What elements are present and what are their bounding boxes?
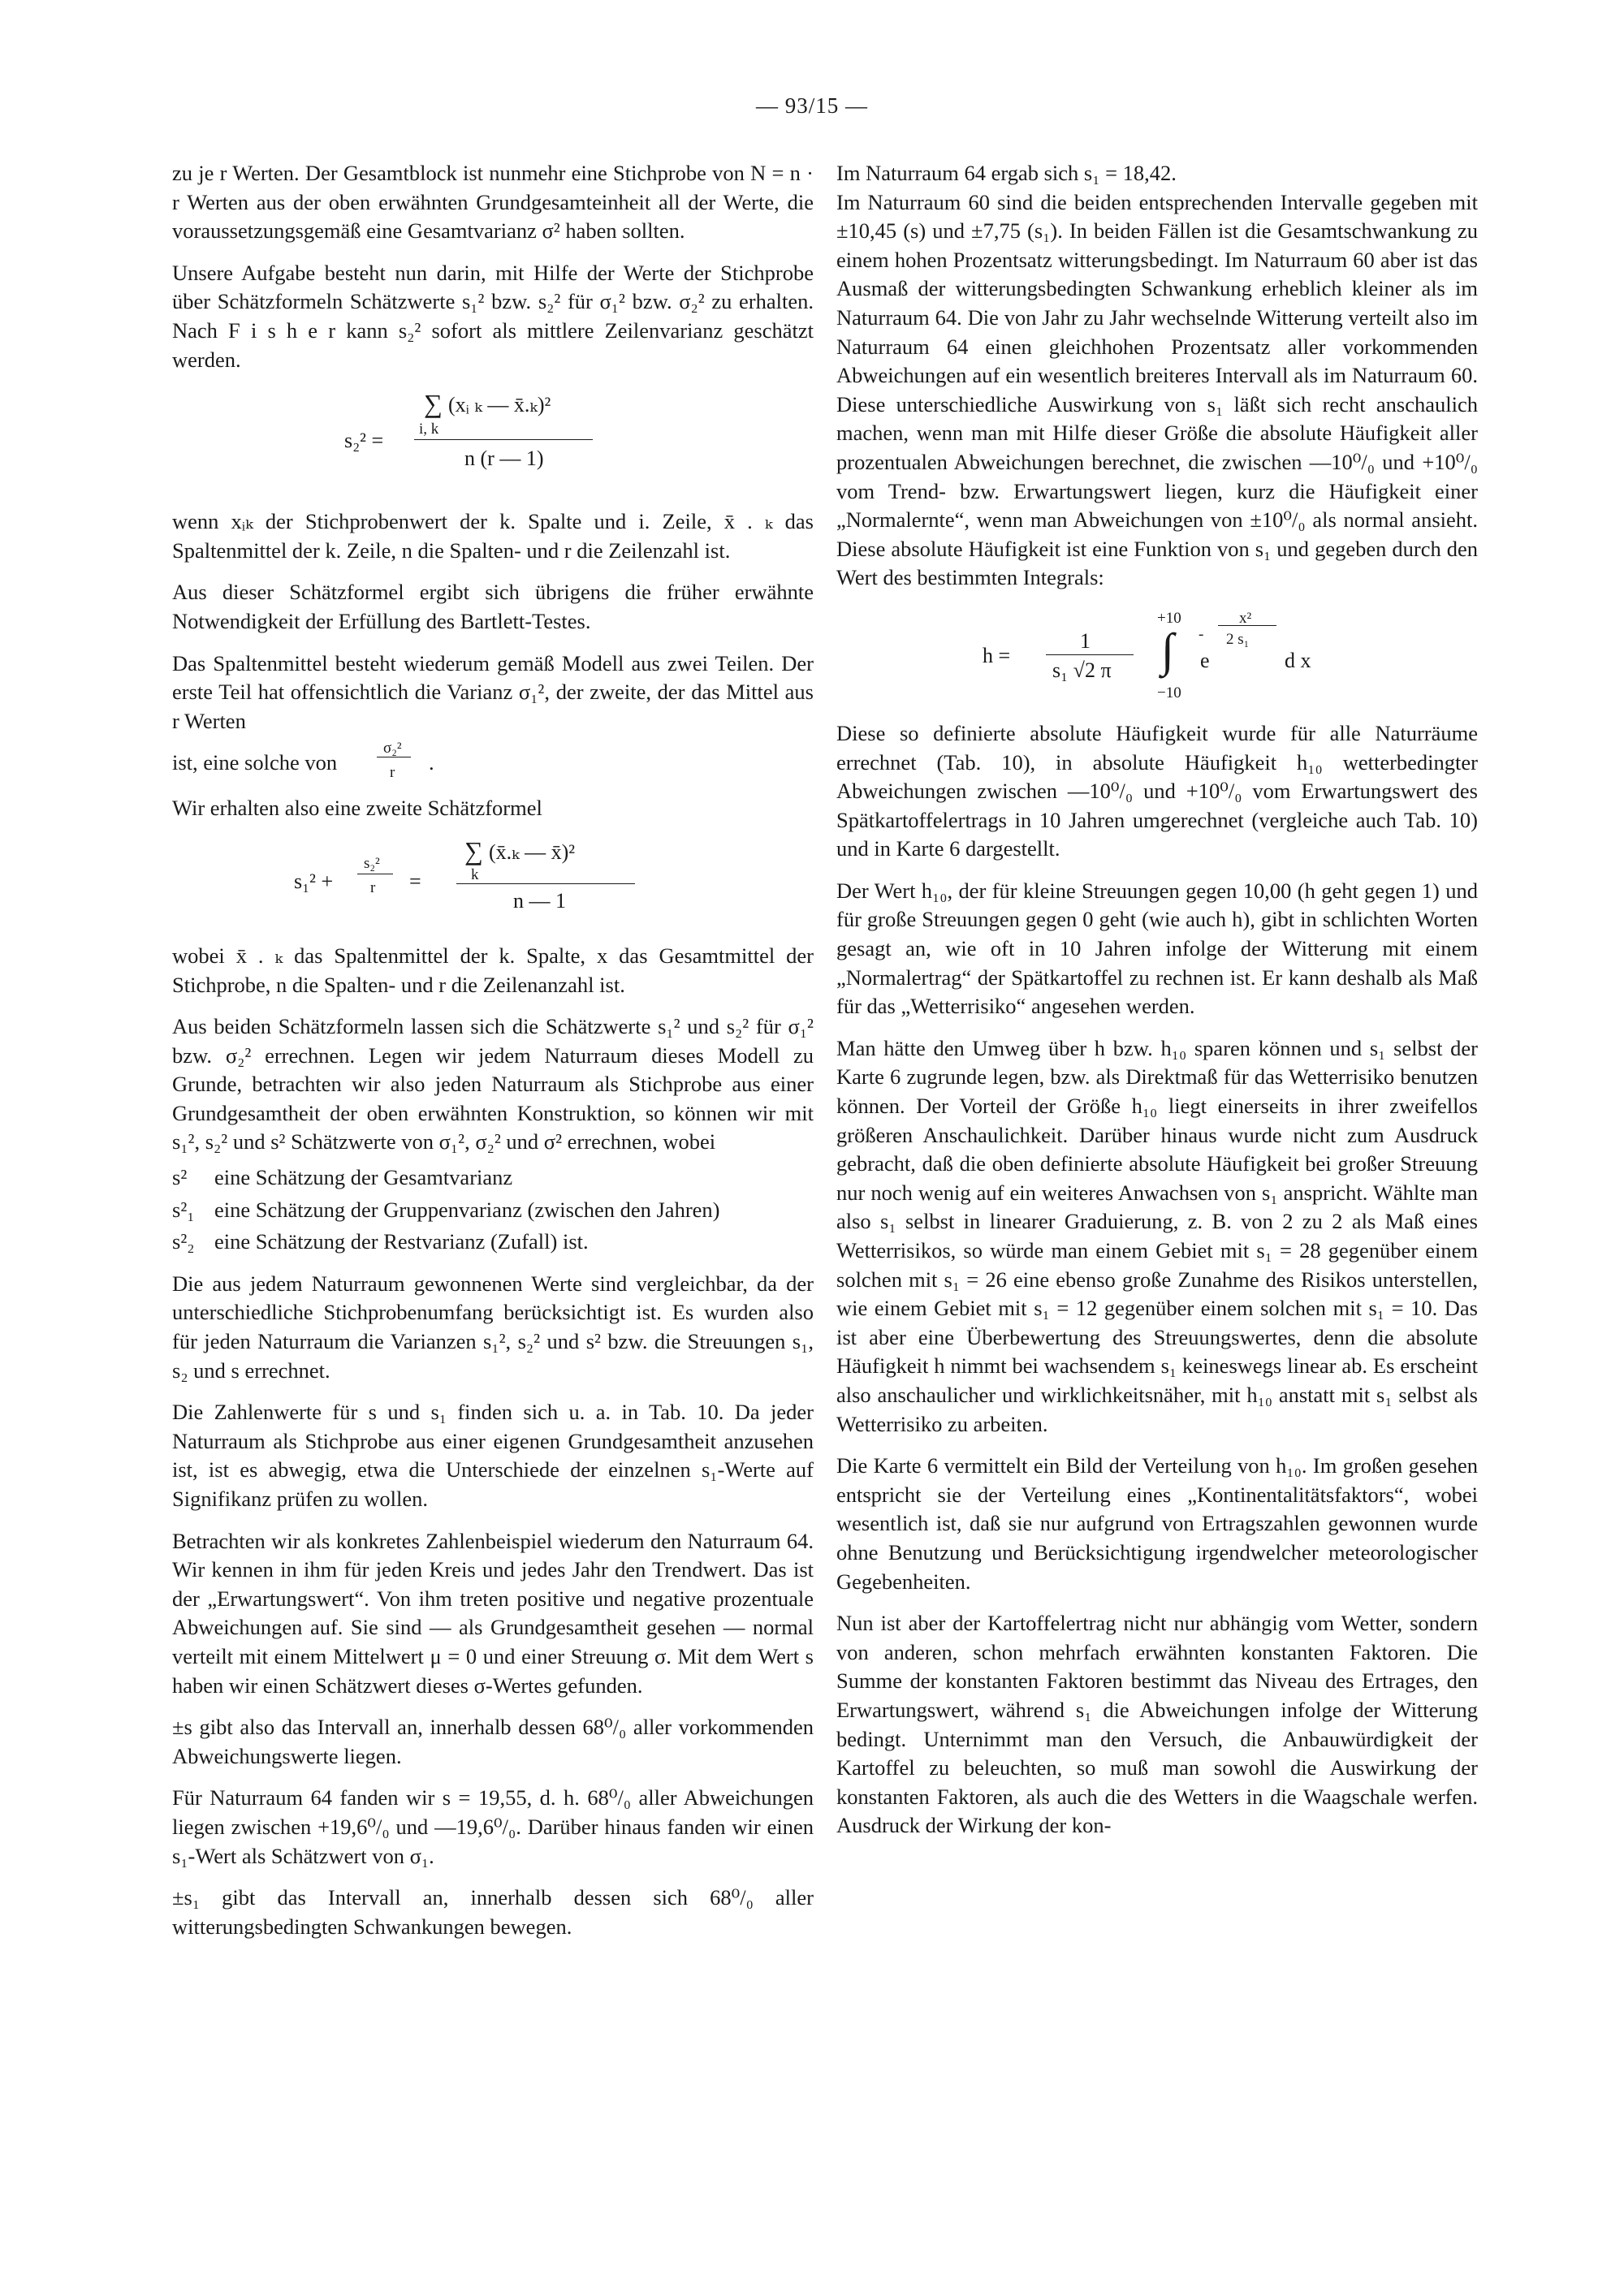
formula-lhs: s₂² =	[344, 429, 384, 453]
formula-denominator: n — 1	[513, 888, 566, 913]
paragraph: wenn xᵢₖ der Stichprobenwert der k. Spalte und i. Zeile, x̄ . ₖ das Spaltenmittel der k. Zeile, n die Spalten- und r die Zeilenzahl ist.	[172, 509, 814, 563]
equals-sign: =	[409, 869, 421, 893]
paragraph	[172, 650, 814, 736]
paragraph: Wir erhalten also eine zweite Schätzformel	[172, 796, 542, 821]
formula-s1-squared	[172, 836, 814, 927]
formula-denominator: n (r — 1)	[464, 447, 544, 471]
paragraph: zu je r Werten. Der Gesamtblock ist nunmehr eine Stichprobe von N = n · r Werten aus der oben erwähnten Grundgesamteinheit all der Werte, die voraussetzungsgemäß eine Gesamtvarianz σ² haben sollten.	[172, 161, 814, 244]
paragraph: Im Naturraum 60 sind die beiden entsprechenden Intervalle gegeben mit ±10,45 (s) und ±7,75 (s₁). In beiden Fällen ist die Gesamtschwankung zu einem hohen Prozentsatz witterungsbedingt. Im Naturraum 60 aber ist das Ausmaß der witterungsbedingten Schwankung erheblich kleiner als im Naturraum 64. Die von Jahr zu Jahr wechselnde Witterung verteilt also im Naturraum 64 einen gleichhohen Prozentsatz aller vorkommenden Abweichungen auf ein wesentlich breiteres Intervall als im Naturraum 60. Diese unterschiedliche Auswirkung von s₁ läßt sich recht anschaulich machen, wenn man mit Hilfe dieser Größe die absolute Häufigkeit aller prozentualen Abweichungen berechnet, die zwischen —10⁰/₀ und +10⁰/₀ vom Trend- bzw. Erwartungswert liegen, kurz die Häufigkeit einer „Normalernte“, wenn man Abweichungen von ±10⁰/₀ als normal ansieht. Diese absolute Häufigkeit ist eine Funktion von s₁ und gegeben durch den Wert des bestimmten Integrals:	[836, 189, 1478, 590]
definition-text: eine Schätzung der Gesamtvarianz	[214, 1165, 513, 1190]
period: .	[429, 750, 434, 775]
exponent-numerator: x²	[1239, 609, 1252, 627]
paragraph: Im Naturraum 64 ergab sich s₁ = 18,42.	[836, 161, 1177, 185]
sum-symbol: ∑	[464, 835, 483, 865]
definition-symbol: s²₂	[172, 1229, 195, 1254]
fraction-line	[1046, 654, 1134, 655]
fraction-numerator: σ₂²	[383, 740, 402, 757]
paragraph-text: Das Spaltenmittel besteht wiederum gemäß Modell aus zwei Teilen. Der erste Teil hat offensichtlich die Varianz σ₁², der zweite, der das Mittel aus r Werten	[172, 650, 814, 733]
paragraph: Für Naturraum 64 fanden wir s = 19,55, d. h. 68⁰/₀ aller Abweichungen liegen zwischen +19,6⁰/₀ und —19,6⁰/₀. Darüber hinaus fanden wir einen s₁-Wert als Schätzwert von σ₁.	[172, 1785, 814, 1868]
fraction-line	[1218, 625, 1276, 626]
fraction-numerator: 1	[1080, 628, 1091, 653]
integral-lower-limit: −10	[1157, 684, 1181, 701]
sum-symbol: ∑	[424, 389, 443, 419]
definition-item	[172, 1228, 814, 1257]
paragraph: Betrachten wir als konkretes Zahlenbeispiel wiederum den Naturraum 64. Wir kennen in ihm für jeden Kreis und jedes Jahr den Trendwert. Das ist der „Erwartungswert“. Von ihm treten positive und negative prozentuale Abweichungen auf. Sie sind — als Grundgesamtheit gesehen — normal verteilt mit einem Mittelwert μ = 0 und einer Streuung σ. Mit dem Wert s haben wir einen Schätzwert dieses σ-Wertes gefunden.	[172, 1528, 814, 1698]
fraction-denominator: r	[370, 878, 376, 896]
paragraph: Die Karte 6 vermittelt ein Bild der Verteilung von h₁₀. Im großen gesehen entspricht sie der Verteilung eines „Kontinentalitätsfaktors“, wobei wesentlich ist, daß sie nur aufgrund von Ertragszahlen gewonnen wurde ohne Benutzung und Berücksichtigung irgendwelcher meteorologischer Gegebenheiten.	[836, 1453, 1478, 1594]
paragraph: ±s gibt also das Intervall an, innerhalb dessen 68⁰/₀ aller vorkommenden Abweichungswerte liegen.	[172, 1715, 814, 1768]
formula-numerator: (x̄.ₖ — x̄)²	[489, 839, 576, 864]
right-column	[836, 159, 1478, 1854]
fraction-denominator: s₁ √2 π	[1052, 658, 1112, 682]
paragraph: ±s₁ gibt das Intervall an, innerhalb dessen sich 68⁰/₀ aller witterungsbedingten Schwankungen bewegen.	[172, 1885, 814, 1939]
paragraph: Die aus jedem Naturraum gewonnenen Werte sind vergleichbar, da der unterschiedliche Stichprobenumfang berücksichtigt ist. Es wurden also für jeden Naturraum die Varianzen s₁², s₂² und s² bzw. die Streuungen s₁, s₂ und s errechnet.	[172, 1271, 814, 1383]
paragraph: Man hätte den Umweg über h bzw. h₁₀ sparen können und s₁ selbst der Karte 6 zugrunde legen, bzw. als Direktmaß für das Wetterrisiko benutzen können. Der Vorteil der Größe h₁₀ liegt einerseits in ihrer zweifellos größeren Anschaulichkeit. Darüber hinaus wurde nicht zum Ausdruck gebracht, daß die oben definierte absolute Häufigkeit bei großer Streuung nur noch wenig auf ein weiteres Anwachsen von s₁ anspricht. Wählte man also s₁ selbst in linearer Graduierung, z. B. von 2 zu 2 als Maß eines Wetterrisikos, so würde man einem Gebiet mit s₁ = 28 gegenüber einem solchen mit s₁ = 26 eine ebenso große Zunahme des Risikos unterstellen, wie einem Gebiet mit s₁ = 12 gegenüber einem solchen mit s₁ = 10. Das ist aber eine Überbewertung des Streuungswertes, denn die absolute Häufigkeit h nimmt bei wachsendem s₁ keineswegs linear ab. Es erscheint also anschaulicher und wirklichkeitsnäher, mit h₁₀ anstatt mit s₁ selbst als Wetterrisiko zu arbeiten.	[836, 1035, 1478, 1436]
paragraph: Unsere Aufgabe besteht nun darin, mit Hilfe der Werte der Stichprobe über Schätzformeln Schätzwerte s₁² bzw. s₂² für σ₁² bzw. σ₂² zu erhalten. Nach F i s h e r kann s₂² sofort als mittlere Zeilenvarianz geschätzt werden.	[172, 260, 814, 372]
definition-list	[172, 1163, 814, 1257]
left-column	[172, 159, 814, 1954]
sum-index: i, k	[419, 421, 439, 438]
definition-symbol: s²	[172, 1165, 188, 1190]
formula-s2-squared	[172, 387, 814, 493]
definition-text: eine Schätzung der Restvarianz (Zufall) ist.	[214, 1229, 589, 1254]
definition-text: eine Schätzung der Gruppenvarianz (zwischen den Jahren)	[214, 1197, 720, 1222]
definition-symbol: s²₁	[172, 1197, 195, 1222]
formula-lhs: s₁² +	[294, 869, 334, 893]
differential: d x	[1285, 648, 1311, 672]
paragraph: Der Wert h₁₀, der für kleine Streuungen gegen 10,00 (h geht gegen 1) und für große Streuungen gegen 0 geht (wie auch h), gibt in schlichten Worten gesagt an, wie oft in 10 Jahren infolge der Witterung mit einem „Normalertrag“ der Spätkartoffel zu rechnen ist. Er kann deshalb als Maß für das „Wetterrisiko“ angesehen werden.	[836, 878, 1478, 1019]
inline-fraction-line	[172, 739, 814, 781]
integral-upper-limit: +10	[1157, 609, 1181, 627]
formula-lhs: h =	[983, 643, 1011, 667]
paragraph: Aus dieser Schätzformel ergibt sich übrigens die früher erwähnte Notwendigkeit der Erfüllung des Bartlett-Testes.	[172, 580, 814, 633]
fraction-line	[456, 883, 635, 884]
exponent-denominator: 2 s₁	[1226, 630, 1250, 648]
exponent-minus: -	[1199, 625, 1204, 643]
paragraph: Diese so definierte absolute Häufigkeit wurde für alle Naturräume errechnet (Tab. 10), in absolute Häufigkeit h₁₀ wetterbedingter Abweichungen zwischen —10⁰/₀ und +10⁰/₀ vom Erwartungswert des Spätkartoffelertrags in 10 Jahren umgerechnet (vergleiche auch Tab. 10) und in Karte 6 dargestellt.	[836, 720, 1478, 861]
sum-index: k	[471, 865, 479, 883]
integral-symbol: ∫	[1161, 623, 1174, 676]
fraction-line	[414, 439, 593, 440]
paragraph: Nun ist aber der Kartoffelertrag nicht nur abhängig vom Wetter, sondern von anderen, schon mehrfach erwähnten konstanten Faktoren. Die Summe der konstanten Faktoren bestimmt das Niveau des Ertrages, den Erwartungswert, während s₁ die Abweichungen infolge der Witterung bedingt. Unternimmt man den Versuch, die Anbauwürdigkeit der Kartoffel zu beleuchten, so muß man sowohl die Auswirkung der konstanten Faktoren, als auch die des Wetters in die Waagschale werfen. Ausdruck der Wirkung der kon-	[836, 1611, 1478, 1838]
formula-integral-h	[836, 606, 1478, 705]
page-number: — 93/15 —	[755, 93, 868, 118]
fraction-denominator: r	[390, 764, 395, 782]
paragraph: Die Zahlenwerte für s und s₁ finden sich u. a. in Tab. 10. Da jeder Naturraum als Stichprobe aus einer eigenen Grundgesamtheit anzusehen ist, ist es abwegig, etwa die Unterschiede der einzelnen s₁-Werte auf Signifikanz prüfen zu wollen.	[172, 1400, 814, 1511]
paragraph-text: ist, eine solche von	[172, 750, 338, 775]
fraction-numerator: s₂²	[364, 854, 380, 872]
paragraph: wobei x̄ . ₖ das Spaltenmittel der k. Spalte, x das Gesamtmittel der Stichprobe, n die Spalten- und r die Zeilenanzahl ist.	[172, 943, 814, 997]
paragraph: Aus beiden Schätzformeln lassen sich die Schätzwerte s₁² und s₂² für σ₁² bzw. σ₂² errechnen. Legen wir jedem Naturraum dieses Modell zu Grunde, betrachten wir also jeden Naturraum als Stichprobe aus einer Grundgesamtheit der oben erwähnten Konstruktion, so können wir mit s₁², s₂² und s² Schätzwerte von σ₁², σ₂² und σ² errechnen, wobei	[172, 1014, 814, 1154]
exponent-base: e	[1200, 648, 1210, 672]
definition-item	[172, 1196, 814, 1225]
formula-numerator: (xᵢ ₖ — x̄.ₖ)²	[448, 393, 551, 417]
definition-item	[172, 1163, 814, 1193]
